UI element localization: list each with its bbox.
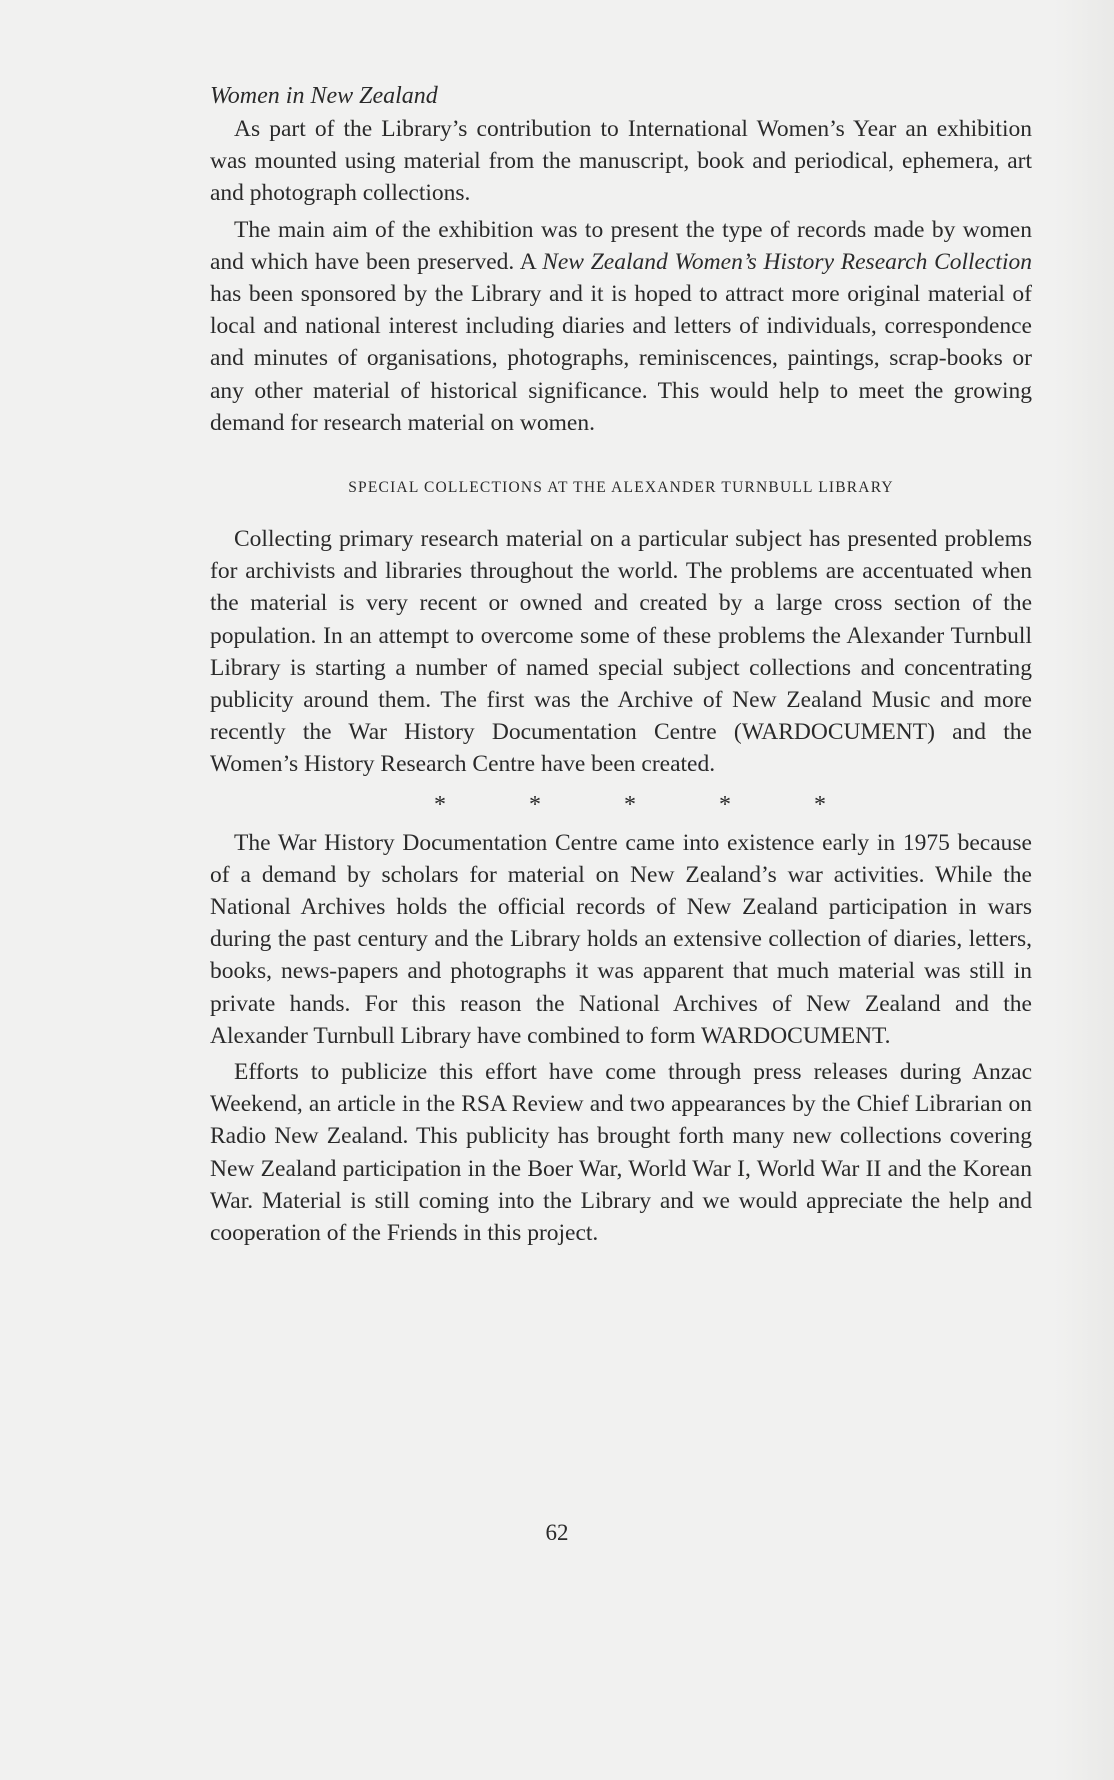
asterisk: *	[814, 791, 826, 818]
asterisk: *	[434, 791, 446, 818]
page-edge-shading	[1054, 0, 1114, 1780]
paragraph-exhibition-aim	[210, 214, 1032, 439]
paragraph-text-end: has been sponsored by the Library and it is hoped to attract more original material of local and national interest including diaries and letters of individuals, correspondence and minutes of organisations, photographs, reminiscences, paintings, scrap-books or any other material of historical significance. This would help to meet the growing demand for research material on women.	[210, 281, 1032, 436]
asterisk: *	[624, 791, 636, 818]
section-title-women-in-new-zealand: Women in New Zealand	[210, 83, 438, 109]
page-number: 62	[545, 1520, 569, 1545]
collection-name-italic: New Zealand Women’s History Research Collection	[542, 248, 1032, 275]
text-column	[210, 80, 1032, 1253]
paragraph-text-start: The main aim of the exhibition was to present the type of records made by women and which have been preserved. A	[210, 216, 1032, 275]
asterisk: *	[529, 791, 541, 818]
asterisk: *	[719, 791, 731, 818]
paragraph-publicity-efforts: Efforts to publicize this effort have come through press releases during Anzac Weekend, an article in the RSA Review and two appearances by the Chief Librarian on Radio New Zealand. This publicity has brought forth many new collections covering New Zealand participation in the Boer War, World War I, World War II and the Korean War. Material is still coming into the Library and we would appreciate the help and cooperation of the Friends in this project.	[210, 1059, 1032, 1247]
paragraph-war-history-centre: The War History Documentation Centre came into existence early in 1975 because of a demand by scholars for material on New Zealand’s war activities. While the National Archives holds the official records of New Zealand participation in wars during the past century and the Library holds an extensive collection of diaries, letters, books, news-papers and photographs it was apparent that much material was still in private hands. For this reason the National Archives of New Zealand and the Alexander Turnbull Library have combined to form WARDOCUMENT.	[210, 829, 1032, 1049]
paragraph-collecting-research-material: Collecting primary research material on a particular subject has presented problems for archivists and libraries throughout the world. The problems are accentuated when the material is very recent or owned and created by a large cross section of the population. In an attempt to overcome some of these problems the Alexander Turnbull Library is starting a number of named special subject collections and concentrating publicity around them. The first was the Archive of New Zealand Music and more recently the War History Documentation Centre (WARDOCUMENT) and the Women’s History Research Centre have been created.	[210, 526, 1032, 778]
asterisk-divider	[416, 791, 826, 819]
paragraph-womens-year-exhibition: As part of the Library’s contribution to International Women’s Year an exhibition was mounted using material from the manuscript, book and periodical, ephemera, art and photograph collections.	[210, 116, 1032, 207]
section-heading-special-collections: SPECIAL COLLECTIONS AT THE ALEXANDER TURNBULL LIBRARY	[348, 479, 894, 497]
